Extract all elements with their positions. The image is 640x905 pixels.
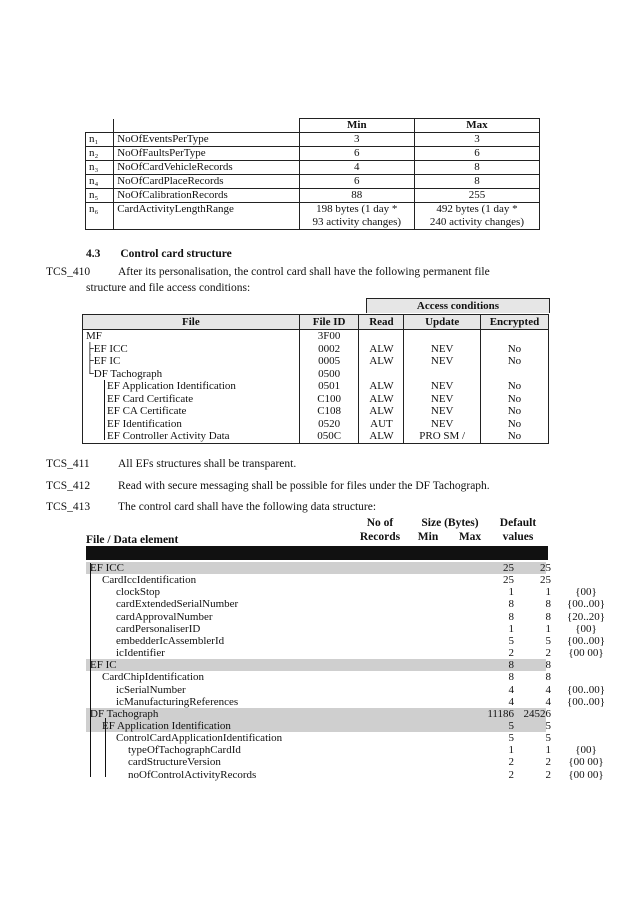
table-row xyxy=(86,647,604,660)
min-cell: 4 xyxy=(508,683,514,696)
table-row: n₃ NoOfCardVehicleRecords 4 8 xyxy=(86,161,540,175)
tcs410-id: TCS_410 xyxy=(46,266,91,278)
size-header: Size (Bytes) xyxy=(421,517,479,529)
max-cell: 1 xyxy=(545,586,551,599)
max-cell: 24526 xyxy=(523,707,551,720)
table-row xyxy=(86,695,606,708)
min-header: Min xyxy=(299,119,414,133)
default-cell: {00..00} xyxy=(566,598,606,611)
min-cell: 1 xyxy=(508,744,514,757)
table-row xyxy=(86,683,606,696)
min-cell: 8 xyxy=(508,598,514,611)
element-name: EF IC xyxy=(90,659,117,672)
element-name: icSerialNumber xyxy=(116,683,186,696)
table-row xyxy=(86,671,551,684)
table-row: MF 3F00 xyxy=(83,330,549,343)
element-name: cardApprovalNumber xyxy=(116,610,213,623)
access-conditions-header: Access conditions xyxy=(366,298,550,313)
default-header: Default xyxy=(499,517,537,529)
min-cell: 8 xyxy=(508,671,514,684)
min-cell: 25 xyxy=(503,562,514,574)
tree-line xyxy=(90,563,91,777)
no-of-header: No of xyxy=(366,517,394,529)
table-row: n₂ NoOfFaultsPerType 6 6 xyxy=(86,147,540,161)
table-row: n₁ NoOfEventsPerType 3 3 xyxy=(86,133,540,147)
max-cell: 1 xyxy=(545,622,551,635)
min-cell: 5 xyxy=(508,732,514,745)
tree-line xyxy=(105,718,106,777)
min-cell: 2 xyxy=(508,768,514,781)
default-cell: {00} xyxy=(575,744,597,757)
table-header-bar xyxy=(86,546,548,560)
max-header: Max xyxy=(414,119,539,133)
table-row: ├EF IC 0005 ALW NEV No xyxy=(83,355,549,368)
element-name: CardChipIdentification xyxy=(102,671,205,684)
max-cell: 8 xyxy=(545,671,551,684)
tcs411-text: All EFs structures shall be transparent. xyxy=(118,458,297,470)
max-cell: 1 xyxy=(545,744,551,757)
max-cell: 8 xyxy=(545,610,551,623)
min-cell: 1 xyxy=(508,586,514,599)
section-heading: 4.3 Control card structure xyxy=(86,248,232,260)
min-cell: 8 xyxy=(508,610,514,623)
max-cell: 25 xyxy=(540,574,551,587)
element-name: EF ICC xyxy=(90,562,124,574)
element-name: ControlCardApplicationIdentification xyxy=(116,732,283,745)
table-row xyxy=(86,610,606,623)
tcs410-text-cont: structure and file access conditions: xyxy=(86,282,251,294)
default-cell: {00 00} xyxy=(568,647,604,660)
max-cell: 2 xyxy=(545,756,551,769)
card-parameters-table xyxy=(85,118,540,230)
element-name: cardPersonaliserID xyxy=(116,622,201,635)
records-header: Records xyxy=(359,531,401,543)
table-row: EF CA Certificate C108 ALW NEV No xyxy=(83,405,549,418)
element-name: CardIccIdentification xyxy=(102,574,197,587)
table-row xyxy=(86,756,604,769)
max-cell: 8 xyxy=(545,598,551,611)
min-cell: 1 xyxy=(508,622,514,635)
tcs412-text: Read with secure messaging shall be possible for files under the DF Tachograph. xyxy=(118,480,490,492)
table-row: n₅ NoOfCalibrationRecords 88 255 xyxy=(86,189,540,203)
table-row xyxy=(86,586,597,599)
table-row xyxy=(86,574,551,587)
min-cell: 5 xyxy=(508,719,514,732)
default-cell: {00} xyxy=(575,586,597,599)
default-cell: {00..00} xyxy=(566,695,606,708)
element-name: embedderIcAssemblerId xyxy=(116,634,225,647)
max-cell: 2 xyxy=(545,647,551,660)
tcs412-id: TCS_412 xyxy=(46,480,91,492)
tcs411-id: TCS_411 xyxy=(46,458,90,470)
table-row: EF Application Identification 0501 ALW NEV No xyxy=(83,380,549,393)
values-header: values xyxy=(502,531,534,543)
default-cell: {20..20} xyxy=(566,610,606,623)
element-name: cardStructureVersion xyxy=(128,756,221,769)
max-cell: 4 xyxy=(545,683,551,696)
default-cell: {00..00} xyxy=(566,634,606,647)
default-cell: {00..00} xyxy=(566,683,606,696)
element-name: typeOfTachographCardId xyxy=(128,744,241,757)
tcs413-id: TCS_413 xyxy=(46,501,91,513)
min-cell: 8 xyxy=(508,659,514,672)
element-name: icManufacturingReferences xyxy=(116,695,239,708)
file-header: File xyxy=(83,315,300,330)
table-row xyxy=(86,744,597,757)
default-cell: {00 00} xyxy=(568,768,604,781)
table-row xyxy=(86,732,551,745)
fileid-header: File ID xyxy=(299,315,359,330)
table-row xyxy=(86,768,604,781)
table-row xyxy=(86,634,606,647)
max-cell: 4 xyxy=(545,695,551,708)
max-cell: 25 xyxy=(540,562,551,574)
tree-line xyxy=(104,380,105,440)
element-name: clockStop xyxy=(116,586,160,599)
min-cell: 5 xyxy=(508,634,514,647)
table-row xyxy=(86,622,597,635)
min-cell: 25 xyxy=(503,574,514,587)
read-header: Read xyxy=(359,315,404,330)
element-name: DF Tachograph xyxy=(90,707,159,720)
table-row xyxy=(86,719,551,732)
min-cell: 2 xyxy=(508,647,514,660)
table-row xyxy=(86,659,551,672)
element-name: noOfControlActivityRecords xyxy=(128,768,257,781)
update-header: Update xyxy=(404,315,480,330)
table-row xyxy=(86,707,551,720)
max-header-3: Max xyxy=(458,531,482,543)
file-access-table xyxy=(82,314,549,444)
max-cell: 5 xyxy=(545,732,551,745)
table-row: └DF Tachograph 0500 xyxy=(83,368,549,381)
tcs413-text: The control card shall have the following data structure: xyxy=(118,501,377,513)
table-row: n₆ CardActivityLengthRange 198 bytes (1 day * 93 activity changes) 492 bytes (1 day * 240 activity changes) xyxy=(86,203,540,230)
element-header: File / Data element xyxy=(86,534,179,546)
min-cell: 2 xyxy=(508,756,514,769)
tcs410-text: After its personalisation, the control card shall have the following permanent file xyxy=(118,266,490,278)
table-row: ├EF ICC 0002 ALW NEV No xyxy=(83,343,549,356)
default-cell: {00 00} xyxy=(568,756,604,769)
table-row: EF Controller Activity Data 050C ALW PRO SM / No xyxy=(83,430,549,443)
encrypted-header: Encrypted xyxy=(480,315,548,330)
max-cell: 5 xyxy=(545,719,551,732)
min-header-3: Min xyxy=(417,531,439,543)
table-row xyxy=(86,598,606,611)
table-row: n₄ NoOfCardPlaceRecords 6 8 xyxy=(86,175,540,189)
table-row: EF Identification 0520 AUT NEV No xyxy=(83,418,549,431)
element-name: EF Application Identification xyxy=(102,719,231,732)
table-row xyxy=(86,562,551,574)
min-cell: 4 xyxy=(508,695,514,708)
max-cell: 5 xyxy=(545,634,551,647)
min-cell: 11186 xyxy=(487,707,514,720)
element-name: icIdentifier xyxy=(116,647,165,660)
default-cell: {00} xyxy=(575,622,597,635)
max-cell: 2 xyxy=(545,768,551,781)
table-row: EF Card Certificate C100 ALW NEV No xyxy=(83,393,549,406)
max-cell: 8 xyxy=(545,659,551,672)
element-name: cardExtendedSerialNumber xyxy=(116,598,239,611)
